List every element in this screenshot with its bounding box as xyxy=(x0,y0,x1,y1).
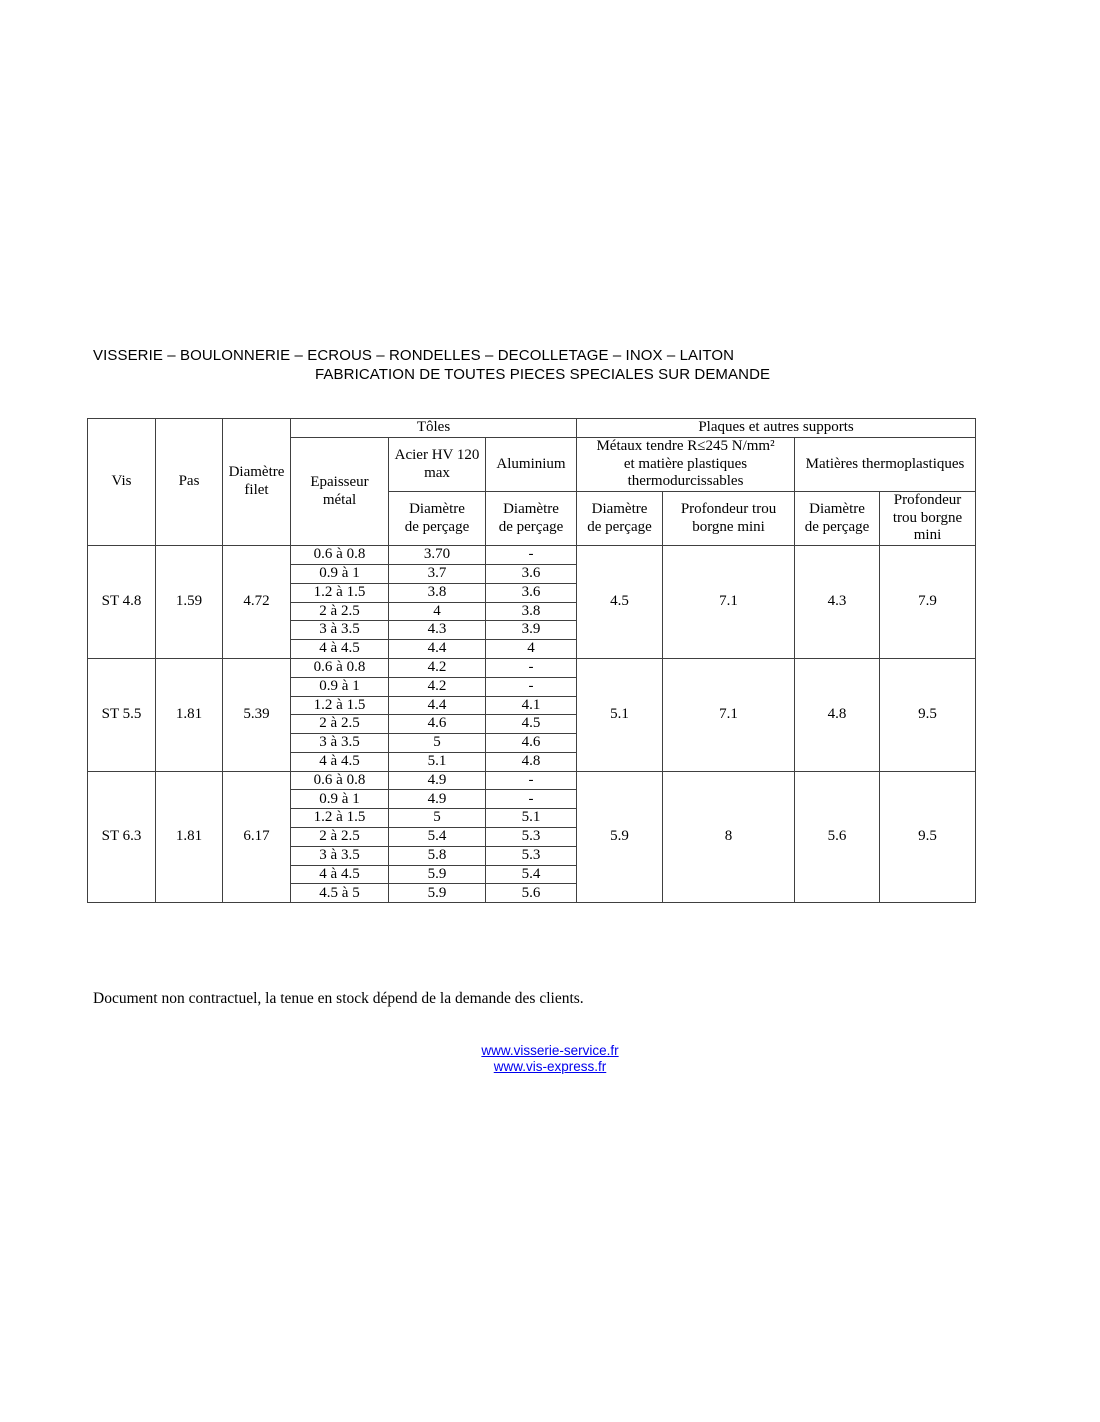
epaisseur-cell: 1.2 à 1.5 xyxy=(291,583,389,602)
header-thermoplastiques: Matières thermoplastiques xyxy=(795,438,976,492)
table-row xyxy=(88,771,976,790)
acier-diametre-cell: 5.9 xyxy=(389,884,486,903)
aluminium-diametre-cell: 5.3 xyxy=(486,846,577,865)
acier-diametre-cell: 3.70 xyxy=(389,546,486,565)
header-line: Diamètre xyxy=(228,464,285,481)
header-line: de perçage xyxy=(804,518,870,535)
aluminium-diametre-cell: - xyxy=(486,546,577,565)
spec-table xyxy=(87,418,976,903)
aluminium-diametre-cell: 4.6 xyxy=(486,734,577,753)
acier-diametre-cell: 4.4 xyxy=(389,696,486,715)
acier-diametre-cell: 3.8 xyxy=(389,583,486,602)
epaisseur-cell: 2 à 2.5 xyxy=(291,602,389,621)
epaisseur-cell: 3 à 3.5 xyxy=(291,621,389,640)
header-line: de perçage xyxy=(404,518,470,535)
metaux-diametre-cell: 4.5 xyxy=(577,546,663,659)
metaux-diametre-cell: 5.9 xyxy=(577,771,663,903)
aluminium-diametre-cell: 3.9 xyxy=(486,621,577,640)
disclaimer-note: Document non contractuel, la tenue en stock dépend de la demande des clients. xyxy=(93,990,584,1007)
pas-cell: 1.81 xyxy=(156,658,223,771)
acier-diametre-cell: 5.8 xyxy=(389,846,486,865)
header-line: Diamètre xyxy=(809,500,865,517)
acier-diametre-cell: 4.6 xyxy=(389,715,486,734)
vis-cell: ST 5.5 xyxy=(88,658,156,771)
epaisseur-cell: 0.6 à 0.8 xyxy=(291,546,389,565)
header-line: trou borgne xyxy=(892,509,963,526)
thermo-profondeur-cell: 9.5 xyxy=(880,771,976,903)
aluminium-diametre-cell: 4.5 xyxy=(486,715,577,734)
aluminium-diametre-cell: - xyxy=(486,677,577,696)
epaisseur-cell: 0.6 à 0.8 xyxy=(291,658,389,677)
page-title-line1: VISSERIE – BOULONNERIE – ECROUS – RONDELLES – DECOLLETAGE – INOX – LAITON xyxy=(93,347,735,364)
pas-cell: 1.81 xyxy=(156,771,223,903)
aluminium-diametre-cell: 4 xyxy=(486,640,577,659)
header-toles: Tôles xyxy=(291,419,577,438)
epaisseur-cell: 3 à 3.5 xyxy=(291,734,389,753)
epaisseur-cell: 0.9 à 1 xyxy=(291,677,389,696)
link-visserie-service[interactable]: www.visserie-service.fr xyxy=(481,1043,619,1058)
metaux-diametre-cell: 5.1 xyxy=(577,658,663,771)
aluminium-diametre-cell: 3.6 xyxy=(486,564,577,583)
header-line: Profondeur trou xyxy=(680,500,777,517)
table-row xyxy=(88,546,976,565)
acier-diametre-cell: 3.7 xyxy=(389,564,486,583)
metaux-profondeur-cell: 7.1 xyxy=(663,658,795,771)
vis-cell: ST 6.3 xyxy=(88,771,156,903)
aluminium-diametre-cell: - xyxy=(486,790,577,809)
header-acier xyxy=(389,438,486,492)
aluminium-diametre-cell: 5.1 xyxy=(486,809,577,828)
header-pas: Pas xyxy=(156,419,223,546)
thermo-profondeur-cell: 9.5 xyxy=(880,658,976,771)
header-line: Acier HV 120 xyxy=(394,446,480,463)
epaisseur-cell: 0.9 à 1 xyxy=(291,790,389,809)
aluminium-diametre-cell: 3.6 xyxy=(486,583,577,602)
epaisseur-cell: 4 à 4.5 xyxy=(291,640,389,659)
header-line: Epaisseur xyxy=(310,473,369,490)
thermo-diametre-cell: 5.6 xyxy=(795,771,880,903)
header-row xyxy=(88,419,976,438)
acier-diametre-cell: 4.2 xyxy=(389,677,486,696)
metaux-profondeur-cell: 7.1 xyxy=(663,546,795,659)
header-diametre-percage-alu xyxy=(486,492,577,546)
aluminium-diametre-cell: 4.1 xyxy=(486,696,577,715)
acier-diametre-cell: 4.9 xyxy=(389,790,486,809)
epaisseur-cell: 4 à 4.5 xyxy=(291,752,389,771)
header-diametre-percage-metaux xyxy=(577,492,663,546)
header-line: mini xyxy=(913,527,942,544)
acier-diametre-cell: 4.3 xyxy=(389,621,486,640)
header-metaux-tendre xyxy=(577,438,795,492)
table-row xyxy=(88,658,976,677)
acier-diametre-cell: 5.9 xyxy=(389,865,486,884)
epaisseur-cell: 2 à 2.5 xyxy=(291,828,389,847)
aluminium-diametre-cell: - xyxy=(486,771,577,790)
aluminium-diametre-cell: 3.8 xyxy=(486,602,577,621)
header-line: thermodurcissables xyxy=(627,473,744,490)
aluminium-diametre-cell: 5.3 xyxy=(486,828,577,847)
acier-diametre-cell: 4 xyxy=(389,602,486,621)
thermo-diametre-cell: 4.3 xyxy=(795,546,880,659)
epaisseur-cell: 4 à 4.5 xyxy=(291,865,389,884)
header-epaisseur-metal xyxy=(291,438,389,546)
header-aluminium: Aluminium xyxy=(486,438,577,492)
header-line: métal xyxy=(322,491,357,508)
header-line: et matière plastiques xyxy=(623,455,748,472)
header-diametre-filet xyxy=(223,419,291,546)
diametre-filet-cell: 6.17 xyxy=(223,771,291,903)
header-plaques: Plaques et autres supports xyxy=(577,419,976,438)
header-line: max xyxy=(424,464,450,481)
header-line: Diamètre xyxy=(591,500,648,517)
vis-cell: ST 4.8 xyxy=(88,546,156,659)
epaisseur-cell: 4.5 à 5 xyxy=(291,884,389,903)
diametre-filet-cell: 5.39 xyxy=(223,658,291,771)
epaisseur-cell: 0.6 à 0.8 xyxy=(291,771,389,790)
epaisseur-cell: 3 à 3.5 xyxy=(291,846,389,865)
acier-diametre-cell: 5.4 xyxy=(389,828,486,847)
pas-cell: 1.59 xyxy=(156,546,223,659)
page-title-line2: FABRICATION DE TOUTES PIECES SPECIALES SUR DEMANDE xyxy=(315,366,771,383)
epaisseur-cell: 1.2 à 1.5 xyxy=(291,809,389,828)
thermo-diametre-cell: 4.8 xyxy=(795,658,880,771)
header-line: de perçage xyxy=(587,518,652,535)
metaux-profondeur-cell: 8 xyxy=(663,771,795,903)
header-line: Diamètre xyxy=(409,500,465,517)
header-line: de perçage xyxy=(498,518,564,535)
acier-diametre-cell: 4.4 xyxy=(389,640,486,659)
acier-diametre-cell: 4.9 xyxy=(389,771,486,790)
acier-diametre-cell: 5.1 xyxy=(389,752,486,771)
thermo-profondeur-cell: 7.9 xyxy=(880,546,976,659)
acier-diametre-cell: 5 xyxy=(389,809,486,828)
header-line: borgne mini xyxy=(692,518,765,535)
aluminium-diametre-cell: - xyxy=(486,658,577,677)
header-diametre-percage-acier xyxy=(389,492,486,546)
acier-diametre-cell: 4.2 xyxy=(389,658,486,677)
links-block xyxy=(0,1043,1100,1074)
header-line: filet xyxy=(244,482,269,499)
epaisseur-cell: 2 à 2.5 xyxy=(291,715,389,734)
header-diametre-percage-thermo xyxy=(795,492,880,546)
link-vis-express[interactable]: www.vis-express.fr xyxy=(493,1058,607,1074)
diametre-filet-cell: 4.72 xyxy=(223,546,291,659)
aluminium-diametre-cell: 5.6 xyxy=(486,884,577,903)
header-line: Diamètre xyxy=(503,500,559,517)
header-profondeur-trou-metaux xyxy=(663,492,795,546)
aluminium-diametre-cell: 5.4 xyxy=(486,865,577,884)
header-vis: Vis xyxy=(88,419,156,546)
epaisseur-cell: 1.2 à 1.5 xyxy=(291,696,389,715)
acier-diametre-cell: 5 xyxy=(389,734,486,753)
header-profondeur-trou-thermo xyxy=(880,492,976,546)
epaisseur-cell: 0.9 à 1 xyxy=(291,564,389,583)
aluminium-diametre-cell: 4.8 xyxy=(486,752,577,771)
header-line: Métaux tendre R≤245 N/mm² xyxy=(596,438,775,454)
header-line: Profondeur xyxy=(893,492,962,509)
